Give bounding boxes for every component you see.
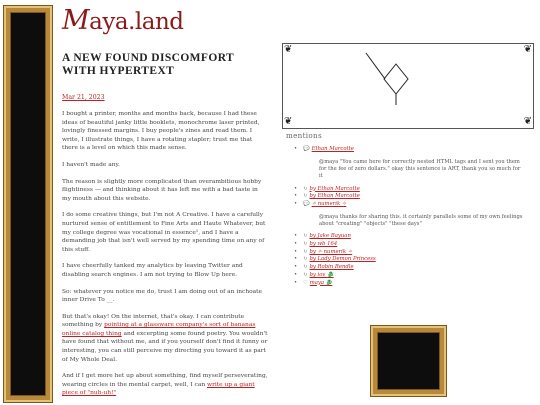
bullet-icon: • — [294, 201, 298, 207]
mention-quote: @maya thanks for sharing this. it certainly parallels some of my own feelings about "creating" "objects" "these days" — [319, 213, 523, 227]
bullet-icon: • — [294, 264, 298, 271]
mention-author-link[interactable]: Ethan Marcotte — [311, 146, 354, 152]
repost-icon: ↻ — [303, 271, 308, 278]
mention-author-link[interactable]: by wb 164 — [309, 241, 338, 247]
post-paragraph — [62, 372, 268, 398]
illustration-box — [282, 43, 534, 129]
inline-link[interactable]: pointing at a glassware company's sort of bananas online catalog thing — [62, 322, 256, 337]
repost-icon: ↻ — [303, 248, 308, 255]
post-paragraph — [62, 313, 268, 365]
inline-link[interactable]: write up a giant piece of "nuh-uh!" — [62, 381, 255, 397]
mention-item — [294, 241, 534, 249]
repost-icon: ↻ — [303, 193, 308, 200]
repost-icon: ↻ — [303, 241, 308, 247]
mention-item — [294, 272, 534, 280]
reply-icon: 💬 — [303, 146, 310, 152]
paragraph-text: and excerpting some found poetry. You wouldn't have found that without me, and if you yourself don't find it funny or interesting, you can still perceive my directing you toward it as part of My Whole Deal. — [62, 330, 268, 363]
repost-icon: ↻ — [303, 185, 308, 192]
like-icon: ♡ — [303, 279, 308, 286]
post-paragraph: So: whatever you notice me do, trust I am doing out of an inchoate inner Drive To __. — [62, 288, 263, 304]
bullet-icon: • — [294, 185, 298, 192]
mention-author-link[interactable]: by Ethan Marcotte — [309, 185, 360, 192]
post-paragraph: The reason is slightly more complicated than overambitious hobby flightiness — and thinking about it has left me with a bad taste in my mouth about this website. — [62, 178, 262, 202]
mention-author-link[interactable]: by Jake Bayuan — [309, 233, 351, 240]
post-date-link[interactable]: Mar 21, 2023 — [62, 94, 105, 101]
repost-icon: ↻ — [303, 256, 308, 263]
bullet-icon: • — [294, 146, 298, 152]
mentions-list — [294, 146, 534, 287]
mention-item — [294, 280, 534, 288]
bullet-icon: • — [294, 241, 298, 247]
mention-item — [294, 264, 534, 272]
paragraph-text: And if I get more het up about something, find myself perseverating, wearing circles in the mental carpet, well, I can — [62, 373, 268, 388]
mention-author-link[interactable]: by Ethan Marcotte — [309, 193, 360, 200]
mention-author-link[interactable]: by Robin Rendle — [309, 264, 354, 271]
mention-item — [294, 146, 534, 154]
reply-icon: 💬 — [303, 201, 310, 207]
bullet-icon: • — [294, 256, 298, 263]
mention-author-link[interactable]: maya 🐉 — [309, 279, 333, 286]
corner-ornament-top-right: ❦ — [523, 44, 532, 55]
post-paragraph: I bought a printer, months and months back, because I had these ideas of beautiful janky little booklets, monochrome laser printed, lovingly finessed margins. I buy people's zines and read them. I write, I illustrate things, I have a rotating stapler; trust me that there is a level on which this made sense. — [62, 111, 260, 152]
mention-item — [294, 249, 534, 257]
corner-ornament-bottom-left: ❦ — [284, 116, 293, 127]
mention-item — [294, 256, 534, 264]
site-logo[interactable]: Maya.land — [62, 5, 184, 36]
bullet-icon: • — [294, 233, 298, 240]
mention-item — [294, 193, 534, 201]
corner-ornament-top-left: ❦ — [284, 44, 293, 55]
gilded-frame-bottom — [373, 328, 444, 394]
bullet-icon: • — [294, 271, 298, 278]
paragraph-text: But that's okay! On the internet, that's okay. I can contribute something by — [62, 313, 245, 329]
mention-author-link[interactable]: by Lady Demon Princess — [309, 256, 376, 263]
mention-item — [294, 233, 534, 241]
post-paragraph: I have cheerfully tanked my analytics by leaving Twitter and disabling search engines. I am not trying to Blow Up here. — [62, 263, 243, 278]
post-article — [62, 52, 268, 398]
post-body — [62, 110, 268, 398]
bullet-icon: • — [294, 279, 298, 286]
mention-quote: @maya "You came here for correctly nested HTML tags and I sent you them for the fee of zero dollars." okay this sentence is ART, thank you so much for it — [319, 158, 521, 180]
mention-author-link[interactable]: ✧ numerik ✧ — [311, 201, 347, 207]
mention-author-link[interactable]: by ✧ numerik ✧ — [309, 248, 353, 255]
mention-item — [294, 186, 534, 194]
mentions-heading: mentions — [286, 131, 322, 140]
mention-author-link[interactable]: by iov 🐉 — [309, 271, 334, 278]
mention-item — [294, 201, 534, 209]
post-title: A NEW FOUND DISCOMFORT WITH HYPERTEXT — [62, 52, 234, 77]
line-drawing — [282, 43, 534, 129]
corner-ornament-bottom-right: ❦ — [523, 116, 532, 127]
repost-icon: ↻ — [303, 233, 308, 240]
repost-icon: ↻ — [303, 264, 308, 271]
bullet-icon: • — [294, 193, 298, 200]
post-paragraph: I do some creative things, but I'm not A Creative. I have a carefully nurtured sense of entitlement to Fine Arts and Haute Whatever, but my college degree was vocational in essence¹, and I have a demanding job that isn't well served by my spending time on any of this stuff. — [62, 212, 266, 253]
bullet-icon: • — [294, 248, 298, 255]
post-paragraph: I haven't made any. — [62, 161, 120, 168]
gilded-frame-left — [6, 8, 50, 400]
